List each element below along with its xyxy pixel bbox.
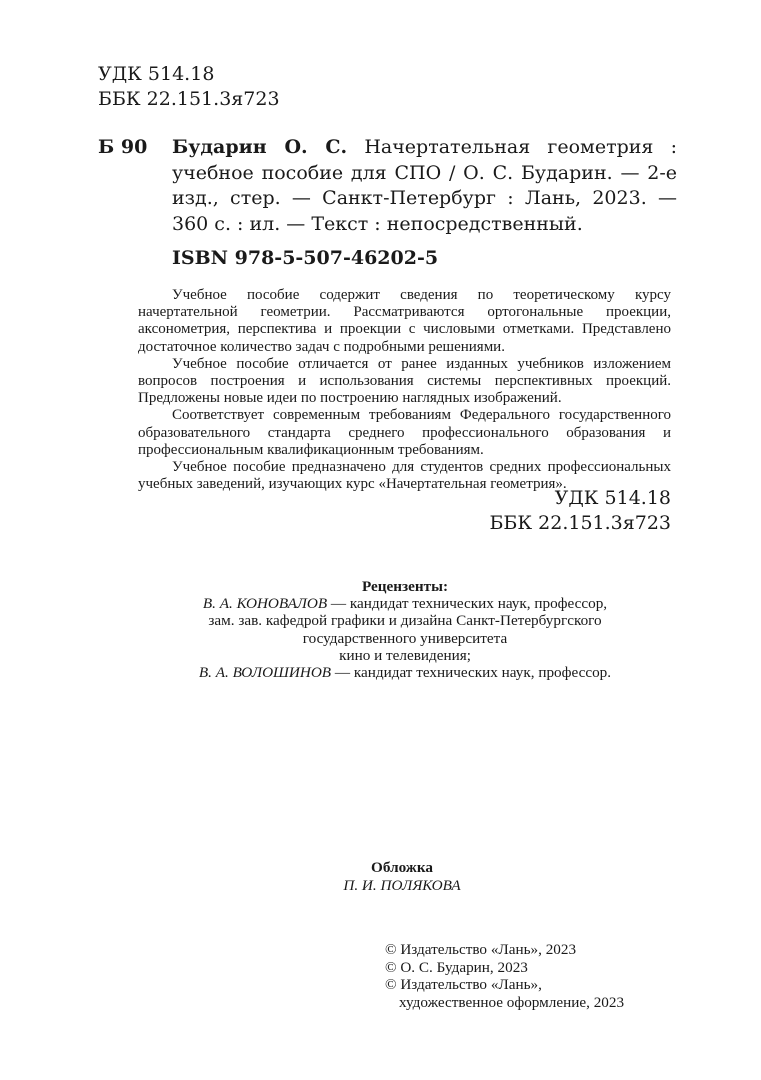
classification-codes-top: [98, 62, 280, 112]
annotation-paragraph: Учебное пособие предназначено для студентов средних профессиональных учебных заведений, изучающих курс «Начертательная геометрия».: [138, 459, 671, 493]
reviewers-block: [150, 578, 660, 681]
book-description: Начертательная геометрия : учебное пособие для СПО / О. С. Бударин. — 2-е изд., стер. — Санкт-Петербург : Лань, 2023. — 360 с. : ил. — Текст : непосредственный.: [172, 136, 678, 235]
classification-codes-bottom: [489, 486, 671, 536]
annotation-paragraph: Учебное пособие содержит сведения по теоретическому курсу начертательной геометрии. Рассматриваются ортогональные проекции, аксонометрия, перспектива и проекции с числовыми отметками. Представлено достаточное количество задач с подробными решениями.: [138, 287, 671, 355]
bbk-code: ББК 22.151.3я723: [489, 512, 671, 534]
reviewer-affiliation: государственного университета: [302, 629, 508, 647]
reviewer-2: [150, 664, 660, 681]
bbk-code: ББК 22.151.3я723: [98, 88, 280, 110]
reviewer-name: В. А. КОНОВАЛОВ: [202, 595, 328, 613]
reviewer-credentials: — кандидат технических наук, профессор.: [331, 664, 612, 682]
cover-heading: Обложка: [371, 859, 433, 876]
bibliographic-description: [172, 135, 677, 237]
reviewers-heading: Рецензенты:: [361, 578, 449, 595]
reviewer-name: В. А. ВОЛОШИНОВ: [198, 664, 332, 682]
annotation-paragraph: Учебное пособие отличается от ранее изданных учебников изложением вопросов построения и использования системы перспективных проекций. Предложены новые идеи по построению наглядных изображений.: [138, 355, 671, 407]
cover-credit: [280, 859, 524, 894]
reviewer-affiliation: зам. зав. кафедрой графики и дизайна Санкт-Петербургского: [208, 612, 602, 630]
isbn: ISBN 978-5-507-46202-5: [172, 247, 439, 269]
reviewer-affiliation: кино и телевидения;: [339, 646, 471, 664]
udk-code: УДК 514.18: [98, 63, 215, 85]
annotation-paragraph: Соответствует современным требованиям Федерального государственного образовательного стандарта среднего профессионального образования и профессиональным квалификационным требованиям.: [138, 407, 671, 458]
reviewer-1: [150, 595, 660, 612]
copyright-line: © Издательство «Лань»,: [385, 976, 542, 993]
reviewer-credentials: — кандидат технических наук, профессор,: [327, 595, 608, 613]
author-mark: Б 90: [98, 136, 148, 158]
author-name: Бударин О. С.: [172, 136, 348, 158]
udk-code: УДК 514.18: [554, 487, 671, 509]
copyright-block: [385, 941, 665, 1011]
copyright-line: художественное оформление, 2023: [399, 993, 625, 1011]
annotation: [138, 287, 671, 493]
cover-designer-name: П. И. ПОЛЯКОВА: [343, 876, 461, 894]
copyright-line: © Издательство «Лань», 2023: [385, 941, 577, 958]
copyright-line: © О. С. Бударин, 2023: [385, 958, 528, 976]
